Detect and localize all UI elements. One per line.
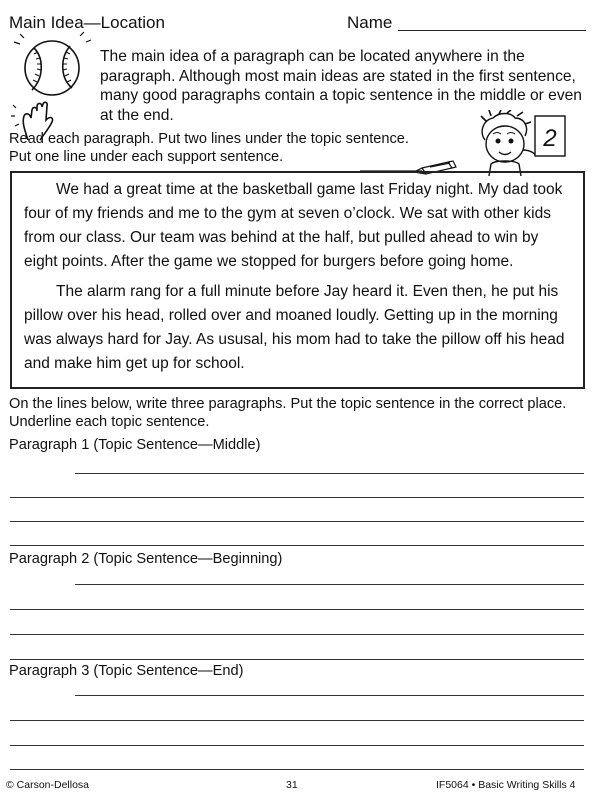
writing-line[interactable] [75,473,584,474]
paragraph-2-label: Paragraph 2 (Topic Sentence—Beginning) [9,551,283,567]
paragraph-3-label: Paragraph 3 (Topic Sentence—End) [9,663,244,679]
card-number: 2 [543,125,557,152]
name-field-line[interactable] [398,30,586,31]
paragraph-1-label: Paragraph 1 (Topic Sentence—Middle) [9,437,261,453]
writing-line[interactable] [75,695,584,696]
name-label: Name [347,13,393,32]
writing-line[interactable] [10,769,584,770]
writing-line[interactable] [10,545,584,546]
writing-line[interactable] [75,584,584,585]
writing-line[interactable] [10,720,584,721]
page-title: Main Idea—Location [9,13,165,32]
writing-task-instructions: On the lines below, write three paragraphs. Put the topic sentence in the correct place. Underline each topic sentence. [9,396,567,430]
writing-line[interactable] [10,521,584,522]
reading-paragraph-2: The alarm rang for a full minute before Jay heard it. Even then, he put his pillow over his head, rolled over and moaned loudly. Getting up in the morning was always hard for Jay. As ususal, his mom had to take the pillow off his head and make him get up for school. [24,283,565,372]
reading-paragraph-1: We had a great time at the basketball game last Friday night. My dad took four of my friends and me to the gym at seven o’clock. We sat with other kids from our class. Our team was behind at the half, but pulled ahead to win by eight points. After the game we stopped for burgers before going home. [24,181,563,270]
writing-line[interactable] [10,497,584,498]
page-number: 31 [286,779,298,791]
instruction-line-1: Read each paragraph. Put two lines under the topic sentence. [9,131,409,147]
instruction-line-2: Put one line under each support sentence. [9,148,284,165]
reading-passage-box [10,171,585,389]
intro-text: The main idea of a paragraph can be located anywhere in the paragraph. Although most main ideas are stated in the first sentence, many good paragraphs contain a topic sentence in the middle or even at the end. [100,48,582,124]
product-code: IF5064 • Basic Writing Skills 4 [436,779,576,791]
writing-line[interactable] [10,745,584,746]
writing-line[interactable] [10,634,584,635]
girl-with-card-illustration [475,110,585,176]
writing-line[interactable] [10,659,584,660]
baseball-hand-illustration [10,30,95,145]
copyright-text: © Carson-Dellosa [6,779,90,791]
writing-line[interactable] [10,609,584,610]
